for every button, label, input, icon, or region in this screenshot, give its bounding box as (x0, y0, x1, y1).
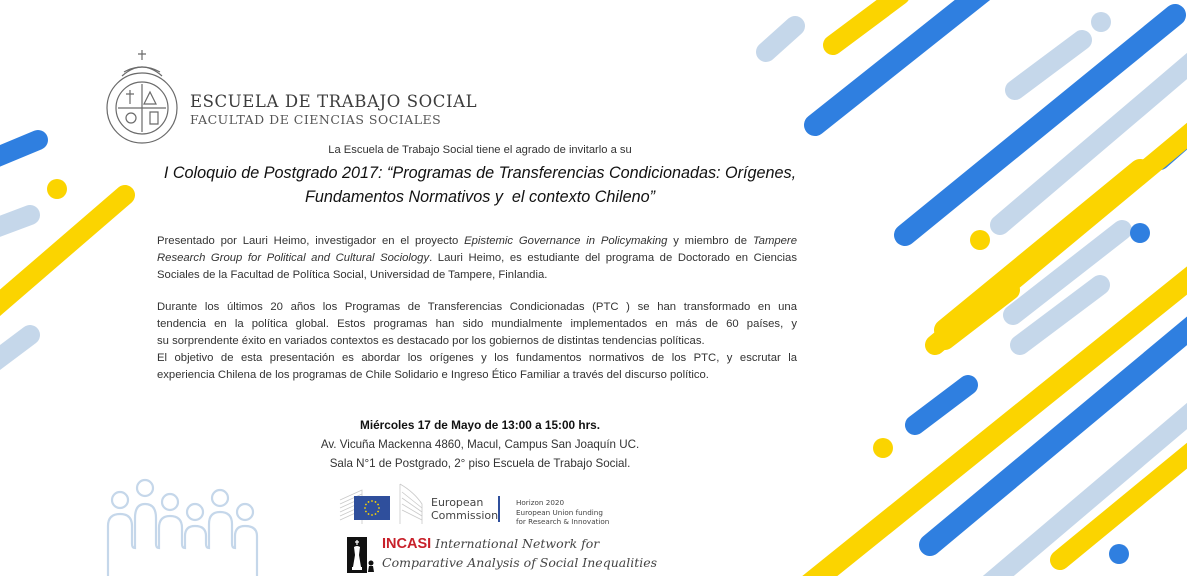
ec-divider (498, 496, 500, 522)
school-name: ESCUELA DE TRABAJO SOCIAL (190, 92, 478, 111)
incasi-title (382, 536, 599, 552)
p1-text-c: y miembro de (667, 235, 753, 247)
description-line: su sorprendente éxito en variados contextos es destacado por los gobiernos de distintas tendencias políticas. (157, 335, 705, 347)
decor-dot (1130, 223, 1150, 243)
ec-name-line-1: European (431, 496, 484, 509)
colloquium-title (140, 161, 820, 209)
decor-dot (1109, 544, 1129, 564)
decor-stripe (790, 270, 1200, 576)
decor-stripe (0, 215, 30, 230)
decor-dot (1091, 12, 1111, 32)
event-date: Miércoles 17 de Mayo de 13:00 a 15:00 hrs. (360, 418, 600, 432)
decor-dot (47, 179, 67, 199)
incasi-logo (346, 533, 658, 573)
title-line-1: I Coloquio de Postgrado 2017: “Programas de Transferencias Condicionadas: Orígenes, (163, 164, 797, 182)
chess-pieces-icon (346, 535, 376, 573)
p1-text-e: . Lauri Heimo, es estudiante del programa de Doctorado en Ciencias Sociales de la Facultad de Política Social, Universidad de Tampere, Finlandia. (157, 252, 797, 281)
p1-text-a: Presentado por Lauri Heimo, investigador en el proyecto (157, 235, 465, 247)
eu-flag-icon (354, 496, 390, 520)
school-header (190, 92, 477, 128)
incasi-acronym: INCASI (382, 536, 432, 552)
incasi-line-1: International Network for (431, 536, 600, 551)
faculty-name: FACULTAD DE CIENCIAS SOCIALES (190, 112, 442, 127)
description-paragraph (157, 299, 797, 384)
decor-stripe (833, 0, 900, 45)
presenter-paragraph (157, 233, 797, 284)
project-name: Epistemic Governance in Policymaking (464, 235, 668, 247)
title-line-2: Fundamentos Normativos y el contexto Chileno” (305, 188, 655, 206)
decor-stripe (815, 0, 985, 125)
description-line: Durante los últimos 20 años los Programas de Transferencias Condicionadas (PTC ) se han transformado en una (157, 301, 797, 313)
ec-name (431, 496, 498, 522)
horizon-line-1: Horizon 2020 (516, 498, 565, 507)
description-line: experiencia Chilena de los programas de Chile Solidario e Ingreso Ético Familiar a través del discurso político. (157, 369, 709, 381)
horizon-line-3: for Research & Innovation (516, 517, 610, 527)
event-address: Av. Vicuña Mackenna 4860, Macul, Campus San Joaquín UC. (320, 438, 640, 451)
event-details (140, 416, 820, 473)
description-line: tendencia en la política global. Estos programas han sido mundialmente implementados en más de 60 países, y (157, 318, 797, 330)
european-commission-logo (338, 482, 628, 528)
invitation-intro: La Escuela de Trabajo Social tiene el agrado de invitarlo a su (328, 144, 632, 156)
decor-stripe (0, 335, 30, 365)
decor-dot (970, 230, 990, 250)
description-line: El objetivo de esta presentación es abordar los orígenes y los fundamentos normativos de los PTC, y escrutar la (157, 352, 797, 364)
horizon-line-2: European Union funding (516, 507, 603, 517)
research-group-name: Tampere Research Group for Political and Cultural Sociology (157, 235, 797, 264)
decor-dot (873, 438, 893, 458)
incasi-line-2: Comparative Analysis of Social Inequalities (382, 555, 658, 570)
ec-name-line-2: Commission (431, 509, 499, 522)
decor-stripe (0, 140, 38, 160)
university-seal-icon (104, 46, 180, 146)
decor-stripe (1015, 40, 1082, 90)
decor-stripe (766, 26, 795, 52)
decor-stripe (915, 385, 968, 425)
horizon-2020-text (516, 498, 609, 527)
event-room: Sala N°1 de Postgrado, 2° piso Escuela de Trabajo Social. (329, 457, 631, 470)
people-group-icon (100, 478, 270, 576)
